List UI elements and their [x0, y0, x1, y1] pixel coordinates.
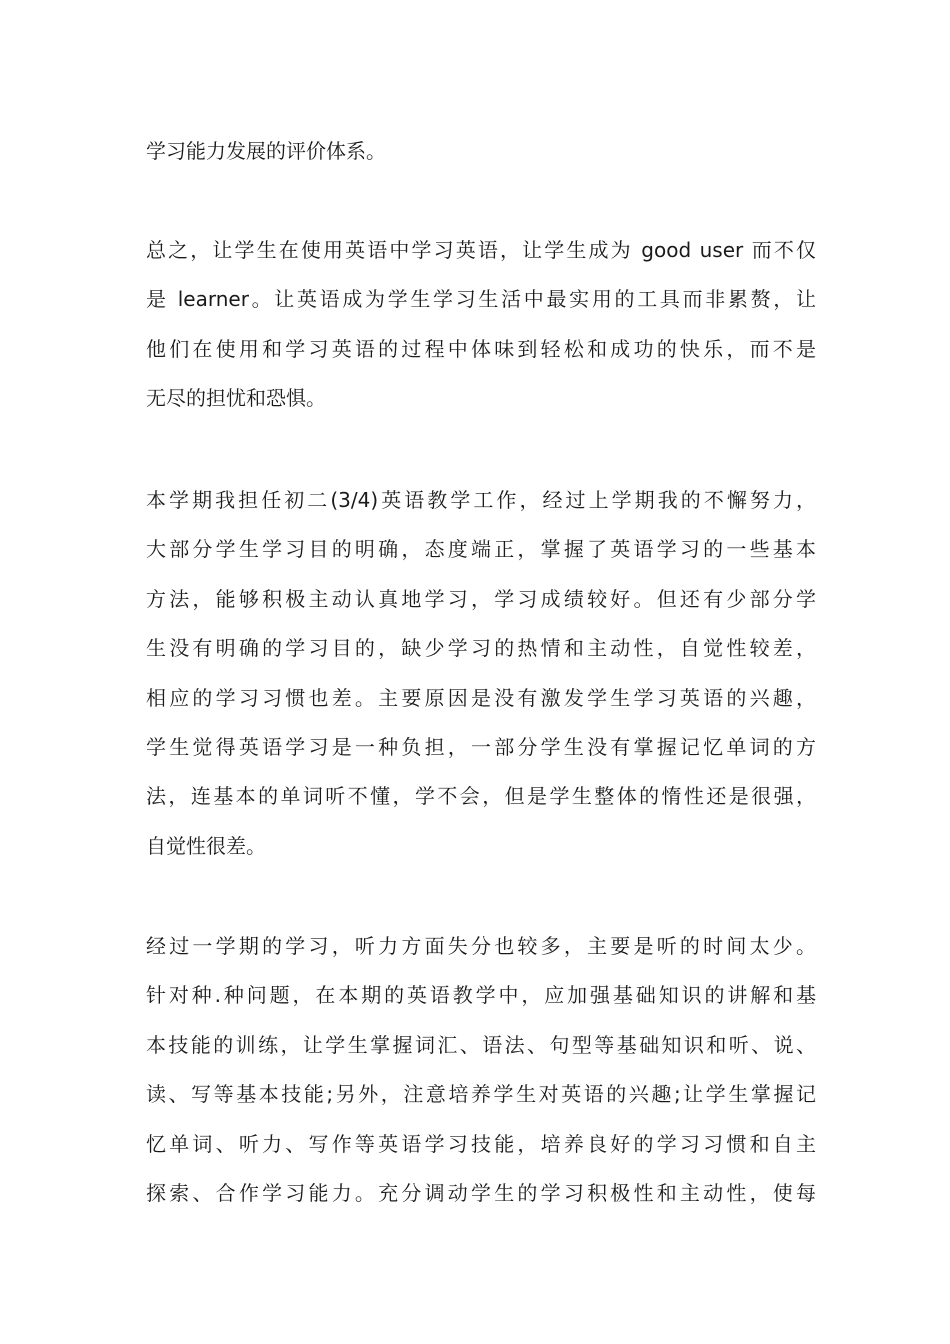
text-line: 是 learner。让英语成为学生学习生活中最实用的工具而非累赘，让 [146, 287, 816, 312]
text-line: 针对种.种问题，在本期的英语教学中，应加强基础知识的讲解和基 [146, 983, 816, 1008]
text-line: 无尽的担忧和恐惧。 [146, 386, 326, 411]
text-line: 学习能力发展的评价体系。 [146, 139, 386, 163]
text-line: 经过一学期的学习，听力方面失分也较多，主要是听的时间太少。 [146, 934, 816, 958]
text-line: 读、写等基本技能;另外，注意培养学生对英语的兴趣;让学生掌握记 [146, 1082, 816, 1107]
text-line: 生没有明确的学习目的，缺少学习的热情和主动性，自觉性较差， [146, 636, 816, 661]
text-line: 法，连基本的单词听不懂，学不会，但是学生整体的惰性还是很强， [146, 784, 816, 809]
text-line: 忆单词、听力、写作等英语学习技能，培养良好的学习习惯和自主 [146, 1131, 816, 1156]
text-line: 方法，能够积极主动认真地学习，学习成绩较好。但还有少部分学 [146, 586, 816, 611]
paragraph-4 [146, 922, 816, 1218]
text-line: 自觉性很差。 [146, 833, 266, 858]
text-line: 学生觉得英语学习是一种负担，一部分学生没有掌握记忆单词的方 [146, 734, 816, 759]
paragraph-3 [146, 476, 816, 871]
paragraph-1 [146, 127, 816, 176]
paragraph-2 [146, 226, 816, 424]
text-line: 大部分学生学习目的明确，态度端正，掌握了英语学习的一些基本 [146, 537, 816, 562]
text-line: 相应的学习习惯也差。主要原因是没有激发学生学习英语的兴趣， [146, 685, 816, 710]
text-line: 总之，让学生在使用英语中学习英语，让学生成为 good user 而不仅 [146, 238, 816, 262]
text-line: 本技能的训练，让学生掌握词汇、语法、句型等基础知识和听、说、 [146, 1032, 816, 1057]
text-line: 他们在使用和学习英语的过程中体味到轻松和成功的快乐，而不是 [146, 336, 816, 361]
text-line: 探索、合作学习能力。充分调动学生的学习积极性和主动性，使每 [146, 1180, 816, 1205]
text-line: 本学期我担任初二(3/4)英语教学工作，经过上学期我的不懈努力， [146, 488, 816, 512]
